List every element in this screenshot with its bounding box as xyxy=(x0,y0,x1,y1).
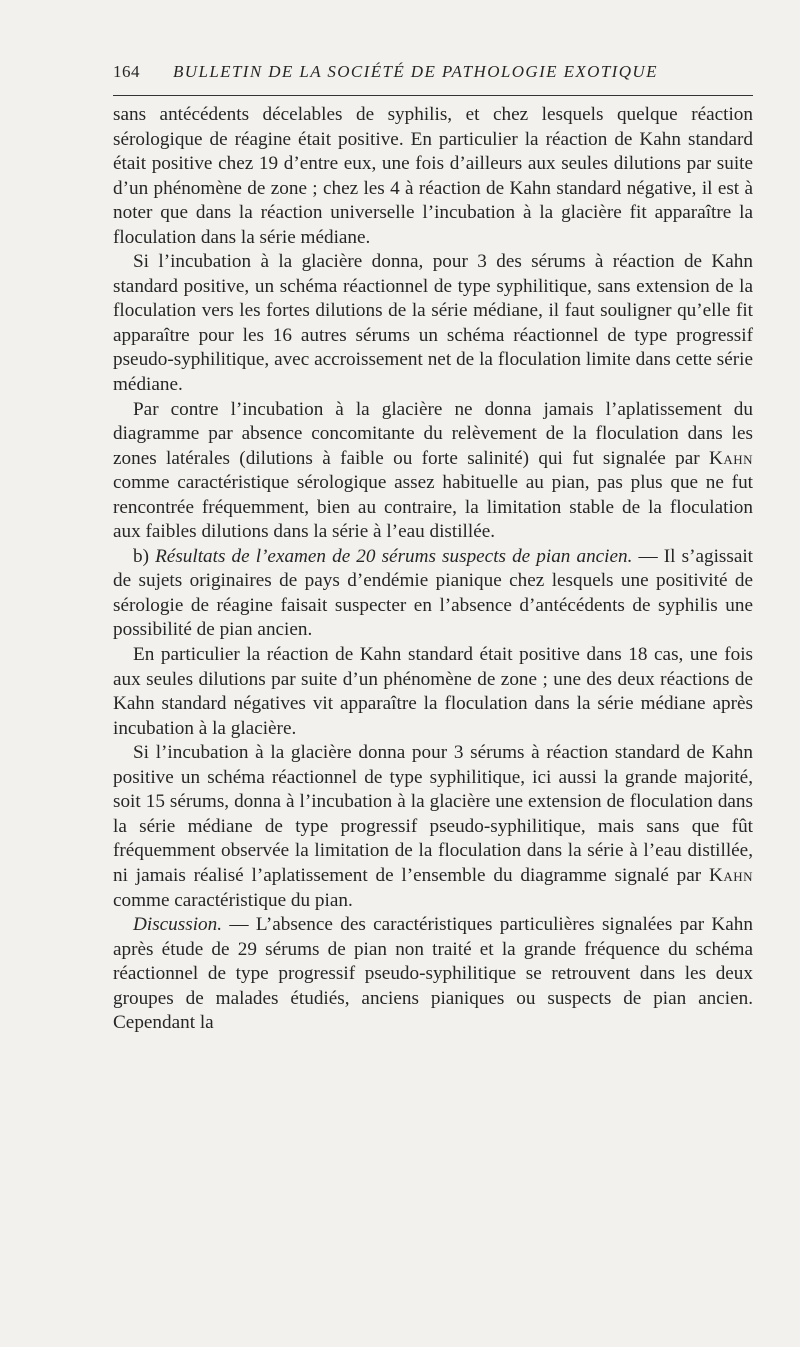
paragraph-3 xyxy=(113,398,753,545)
paragraph-1: sans antécédents décelables de syphilis, et chez lesquels quelque réaction sérologique de réagine était positive. En particulier la réaction de Kahn standard était positive chez 19 d’entre eux, une fois d’ailleurs aux seules dilutions par suite d’un phénomène de zone ; chez les 4 à réaction de Kahn standard négative, il est à noter que dans la réaction universelle l’incubation à la glacière fit apparaître la floculation dans la série médiane. xyxy=(113,104,753,248)
paragraph-3-text-a: Par contre l’incubation à la glacière ne donna jamais l’aplatissement du diagramme par absence concomitante du relèvement de la floculation dans les zones latérales (dilutions à faible ou forte salinité) qui fut signalée par xyxy=(113,398,753,469)
paragraph-4 xyxy=(113,545,753,643)
body-text xyxy=(113,103,753,1036)
paragraph-3-text-b: comme caractéristique sérologique assez habituelle au pian, pas plus que ne fut rencontrée fréquemment, bien au contraire, la limitation stable de la floculation aux faibles dilutions dans la série à l’eau distillée. xyxy=(113,472,753,543)
header-rule xyxy=(113,95,753,96)
page-number: 164 xyxy=(113,62,140,81)
paragraph-5: En particulier la réaction de Kahn standard était positive dans 18 cas, une fois aux seules dilutions par suite d’un phénomène de zone ; une des deux réactions de Kahn standard négatives vit apparaître la floculation dans la série médiane après incubation à la glacière. xyxy=(113,644,753,739)
section-title: Résultats de l’examen de 20 sérums suspects de pian ancien. xyxy=(155,545,633,567)
author-kahn: Kahn xyxy=(708,447,754,469)
section-label: b) xyxy=(133,545,149,567)
author-kahn: Kahn xyxy=(708,864,753,886)
paragraph-7-text: — L’absence des caractéristiques particulières signalées par Kahn après étude de 29 sérums de pian non traité et la grande fréquence du schéma réactionnel de type progressif pseudo-syphilitique se retrouvent dans les deux groupes de malades étudiés, anciens pianiques ou suspects de pian ancien. Cependant la xyxy=(113,914,753,1034)
paragraph-6-text-a: Si l’incubation à la glacière donna pour 3 sérums à réaction standard de Kahn positive un schéma réactionnel de type syphilitique, ici aussi la grande majorité, soit 15 sérums, donna à l’incubation à la glacière une extension de floculation dans la série médiane de type progressif pseudo-syphilitique, mais sans que fût fréquemment observée la limitation de la floculation dans la série à l’eau distillée, ni jamais réalisé l’aplatissement de l’ensemble du diagramme signalé par xyxy=(113,742,753,886)
paragraph-6-text-b: comme caractéristique du pian. xyxy=(113,889,353,911)
discussion-title: Discussion. xyxy=(133,914,223,936)
paragraph-4-text: — Il s’agissait de sujets originaires de pays d’endémie pianique chez lesquels une positivité de sérologie de réagine faisait suspecter en l’absence d’antécédents de syphilis une possibilité de pian ancien. xyxy=(113,545,754,641)
running-head: BULLETIN DE LA SOCIÉTÉ DE PATHOLOGIE EXOTIQUE xyxy=(173,62,658,81)
paragraph-6 xyxy=(113,741,753,913)
paragraph-7 xyxy=(113,913,753,1036)
paragraph-2: Si l’incubation à la glacière donna, pour 3 des sérums à réaction de Kahn standard positive, un schéma réactionnel de type syphilitique, sans extension de la floculation vers les fortes dilutions de la série médiane, il faut souligner qu’elle fit apparaître pour les 16 autres sérums un schéma réactionnel de type progressif pseudo-syphilitique, avec accroissement net de la floculation limite dans cette série médiane. xyxy=(113,251,753,396)
page-header xyxy=(113,62,753,86)
